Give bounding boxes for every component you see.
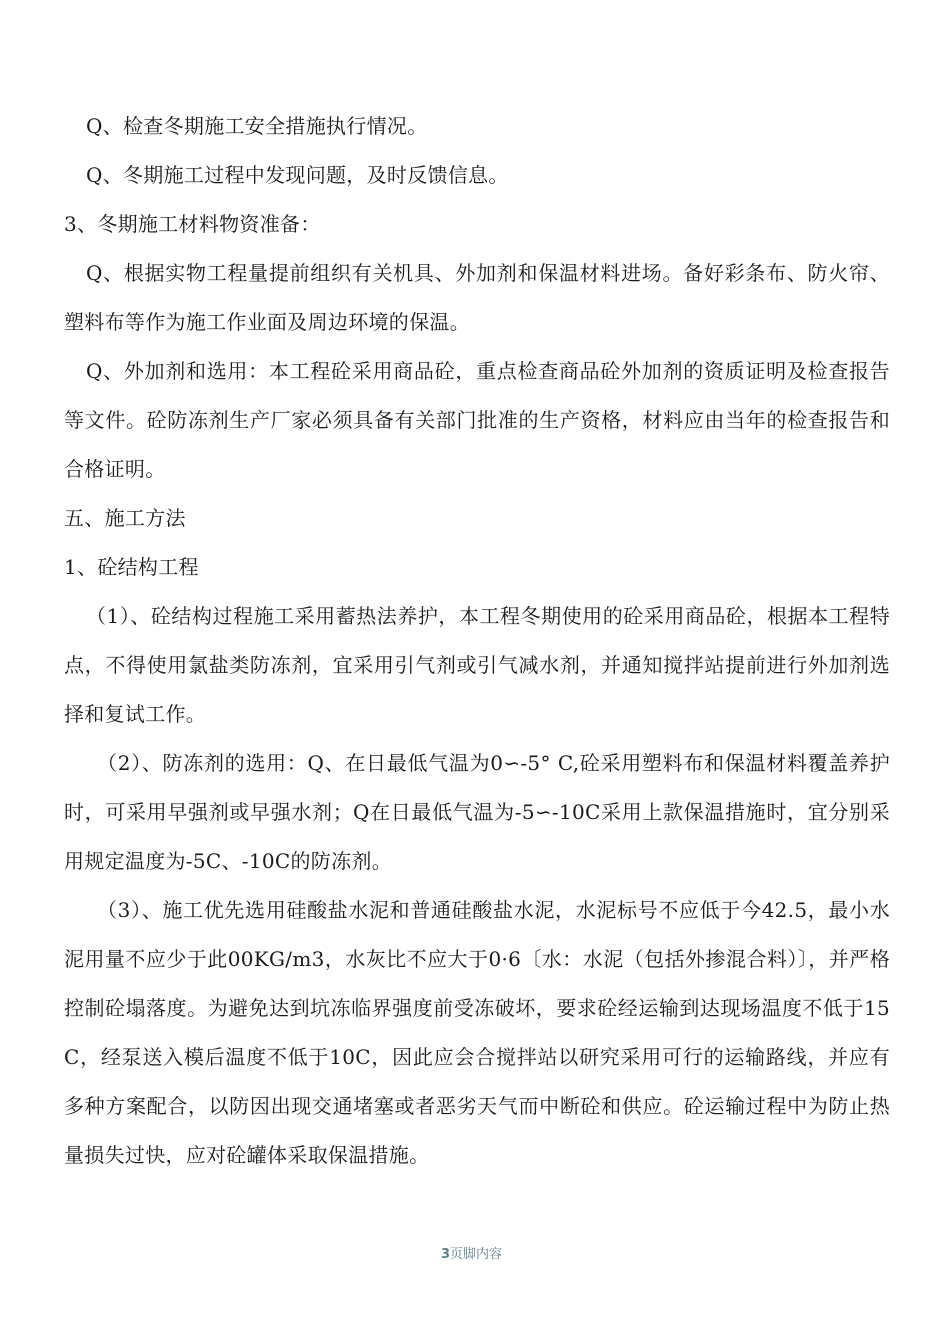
- footer-label: 页脚内容: [450, 1247, 503, 1262]
- heading-construction-method: 五、施工方法: [64, 506, 186, 530]
- heading-material-preparation: 3、冬期施工材料物资准备：: [64, 212, 321, 236]
- document-body: [64, 102, 890, 1180]
- paragraph-item-3: （3）、施工优先选用硅酸盐水泥和普通硅酸盐水泥，水泥标号不应低于今42.5，最小水泥用量不应少于此00KG/m3，水灰比不应大于0·6〔水：水泥（包括外掺混合料）〕，并严格控制砼塌落度。为避免达到坑冻临界强度前受冻破坏，要求砼经运输到达现场温度不低于15C，经泵送入模后温度不低于10C，因此应会合搅拌站以研究采用可行的运输路线，并应有多种方案配合，以防因出现交通堵塞或者恶劣天气而中断砼和供应。砼运输过程中为防止热量损失过快，应对砼罐体采取保温措施。: [64, 898, 890, 1167]
- paragraph-item-2: （2）、防冻剂的选用：Q、在日最低气温为0∽-5° C,砼采用塑料布和保温材料覆盖养护时，可采用早强剂或早强水剂；Q在日最低气温为-5∽-10C采用上款保温措施时，宜分别采用规定温度为-5C、-10C的防冻剂。: [64, 751, 890, 873]
- paragraph-check-safety: Q、检查冬期施工安全措施执行情况。: [86, 114, 428, 138]
- paragraph-equipment-entry: Q、根据实物工程量提前组织有关机具、外加剂和保温材料进场。备好彩条布、防火帘、塑料布等作为施工作业面及周边环境的保温。: [64, 261, 890, 334]
- heading-concrete-structure: 1、砼结构工程: [64, 555, 199, 579]
- paragraph-feedback: Q、冬期施工过程中发现问题，及时反馈信息。: [86, 163, 509, 187]
- page-footer: [441, 1244, 511, 1265]
- paragraph-admixture-selection: Q、外加剂和选用：本工程砼采用商品砼，重点检查商品砼外加剂的资质证明及检查报告等文件。砼防冻剂生产厂家必须具备有关部门批准的生产资格，材料应由当年的检查报告和合格证明。: [64, 359, 890, 481]
- footer-page-number: 3: [441, 1247, 451, 1262]
- paragraph-item-1: （1）、砼结构过程施工采用蓄热法养护，本工程冬期使用的砼采用商品砼，根据本工程特点，不得使用氯盐类防冻剂，宜采用引气剂或引气减水剂，并通知搅拌站提前进行外加剂选择和复试工作。: [64, 604, 890, 726]
